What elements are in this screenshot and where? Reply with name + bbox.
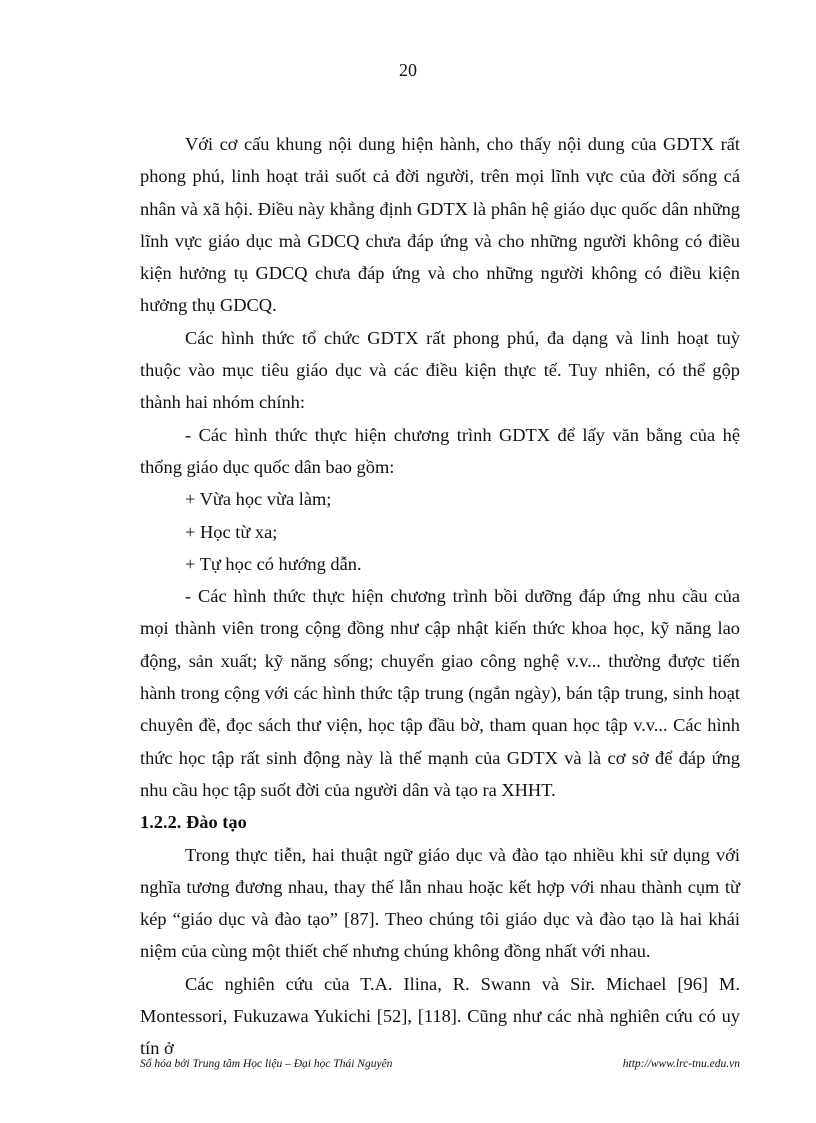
section-heading: 1.2.2. Đào tạo [140,812,247,833]
footer-source: Số hóa bởi Trung tâm Học liệu – Đại học Thái Nguyên [140,1058,393,1070]
list-item-guided-self-study: + Tự học có hướng dẫn. [185,553,362,574]
paragraph-training-programs: - Các hình thức thực hiện chương trình bồi dưỡng đáp ứng nhu cầu của mọi thành viên trong cộng đồng như cập nhật kiến thức khoa học, kỹ năng lao động, sản xuất; kỹ năng sống; chuyển giao công nghệ v.v... thường được tiến hành trong cộng với các hình thức tập trung (ngắn ngày), bán tập trung, sinh hoạt chuyên đề, đọc sách thư viện, học tập đầu bờ, tham quan học tập v.v... Các hình thức học tập rất sinh động này là thế mạnh của GDTX và là cơ sở để đáp ứng nhu cầu học tập suốt đời của người dân và tạo ra XHHT. [140,586,740,800]
paragraph-content-framework: Với cơ cấu khung nội dung hiện hành, cho thấy nội dung của GDTX rất phong phú, linh hoạt trải suốt cả đời người, trên mọi lĩnh vực của đời sống cá nhân và xã hội. Điều này khẳng định GDTX là phân hệ giáo dục quốc dân những lĩnh vực giáo dục mà GDCQ chưa đáp ứng và cho những người không có điều kiện hưởng tụ GDCQ chưa đáp ứng và cho những người không có điều kiện hưởng thụ GDCQ. [140,134,740,316]
list-item-distance-learning: + Học từ xa; [185,521,278,542]
document-body [140,128,740,1065]
page-number: 20 [399,60,417,80]
list-item-work-study: + Vừa học vừa làm; [185,489,332,510]
paragraph-organization-forms: Các hình thức tổ chức GDTX rất phong phú, đa dạng và linh hoạt tuỳ thuộc vào mục tiêu giáo dục và các điều kiện thực tế. Tuy nhiên, có thể gộp thành hai nhóm chính: [140,327,740,413]
paragraph-degree-programs: - Các hình thức thực hiện chương trình GDTX để lấy văn bằng của hệ thống giáo dục quốc dân bao gồm: [140,424,740,477]
page-footer [140,1058,740,1070]
paragraph-training-terms: Trong thực tiễn, hai thuật ngữ giáo dục và đào tạo nhiều khi sử dụng với nghĩa tương đương nhau, thay thế lẫn nhau hoặc kết hợp với nhau thành cụm từ kép “giáo dục và đào tạo” [87]. Theo chúng tôi giáo dục và đào tạo là hai khái niệm của cùng một thiết chế nhưng chúng không đồng nhất với nhau. [140,844,740,962]
footer-url: http://www.lrc-tnu.edu.vn [622,1058,740,1070]
paragraph-research-citations: Các nghiên cứu của T.A. Ilina, R. Swann và Sir. Michael [96] M. Montessori, Fukuzawa Yukichi [52], [118]. Cũng như các nhà nghiên cứu có uy tín ở [140,973,740,1059]
